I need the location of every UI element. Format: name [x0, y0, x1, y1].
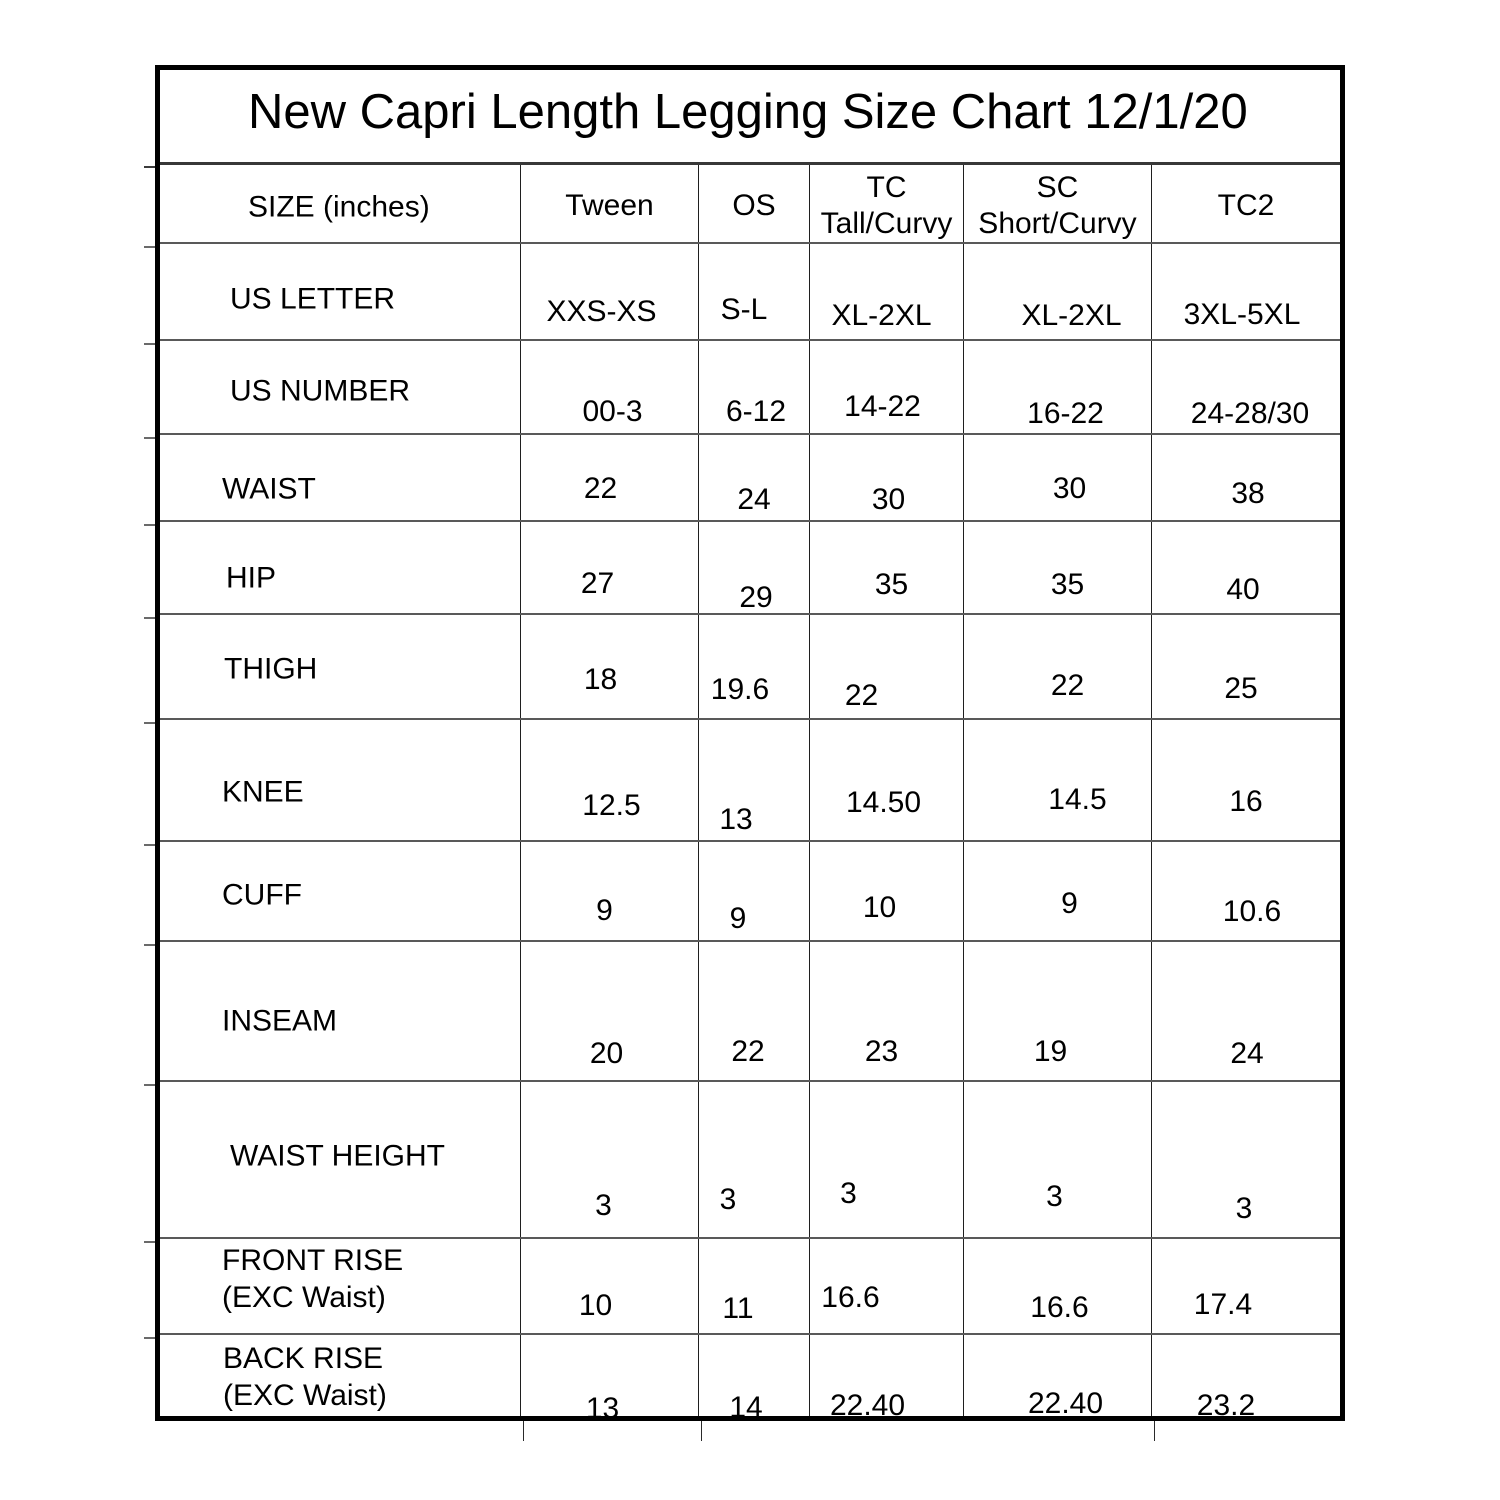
cell-knee-tween	[520, 720, 698, 840]
cell-waist-tween	[520, 435, 698, 520]
row-label-front-rise	[222, 1242, 403, 1316]
gridline-overshoot	[144, 437, 155, 439]
gridline-overshoot	[144, 343, 155, 345]
cell-front-rise-tc	[809, 1239, 963, 1333]
cell-value: 9	[1061, 886, 1078, 920]
cell-value: 13	[719, 802, 753, 836]
cell-back-rise-tc2	[1151, 1335, 1340, 1423]
cell-value: 10	[578, 1288, 613, 1322]
row-label-line1: FRONT RISE	[222, 1244, 404, 1278]
column-header-text	[821, 170, 953, 242]
cell-value: XXS-XS	[546, 295, 657, 329]
gridline-overshoot	[144, 617, 155, 619]
cell-value: 10	[862, 890, 897, 924]
table-row-waist	[160, 433, 1340, 520]
cell-us-letter-tween	[520, 244, 698, 339]
cell-value: 11	[722, 1291, 754, 1325]
cell-value: 3XL-5XL	[1183, 298, 1301, 332]
cell-front-rise-os	[698, 1239, 809, 1333]
cell-us-number-tween	[520, 341, 698, 433]
gridline-stub	[701, 1421, 702, 1441]
cell-us-letter-tc2	[1151, 244, 1340, 339]
table-row-front-rise	[160, 1237, 1340, 1333]
gridline-overshoot	[144, 524, 155, 526]
cell-value: 24	[737, 483, 771, 517]
row-label-cell-cuff	[160, 842, 520, 940]
row-label-inseam	[222, 1002, 337, 1039]
row-label-cell-front-rise	[160, 1239, 520, 1333]
cell-value: 16.6	[821, 1281, 880, 1315]
table-row-thigh	[160, 613, 1340, 718]
cell-value: 22.40	[1027, 1386, 1104, 1420]
row-label-cell-us-letter	[160, 244, 520, 339]
cell-front-rise-tc2	[1151, 1239, 1340, 1333]
row-label-line1: BACK RISE	[223, 1342, 384, 1376]
cell-knee-os	[698, 720, 809, 840]
cell-value: 22	[583, 472, 618, 506]
cell-thigh-tc	[809, 615, 963, 718]
cell-waist-sc	[963, 435, 1151, 520]
row-label-line1: KNEE	[222, 775, 304, 809]
column-header-line2: Short/Curvy	[978, 206, 1137, 240]
row-label-cell-knee	[160, 720, 520, 840]
cell-value: 30	[871, 483, 906, 517]
column-header-line2: Tall/Curvy	[820, 206, 953, 240]
cell-back-rise-os	[698, 1335, 809, 1424]
cell-cuff-tween	[520, 842, 698, 940]
column-header-text	[565, 188, 653, 224]
cell-us-letter-tc	[809, 244, 963, 339]
cell-thigh-sc	[963, 615, 1151, 718]
cell-cuff-sc	[963, 842, 1151, 940]
column-header-text	[978, 170, 1136, 242]
cell-value: 3	[1235, 1192, 1253, 1226]
table-row-us-letter	[160, 242, 1340, 339]
cell-waist-tc2	[1151, 435, 1340, 520]
cell-back-rise-tween	[520, 1335, 698, 1425]
column-header-line1: OS	[732, 188, 776, 222]
column-header-tween	[520, 165, 698, 242]
cell-waist-os	[698, 435, 809, 520]
gridline-overshoot	[144, 722, 155, 724]
cell-value: 3	[595, 1189, 612, 1222]
row-label-us-number	[230, 372, 410, 409]
cell-value: 6-12	[725, 394, 787, 428]
gridline-overshoot	[144, 166, 155, 168]
cell-front-rise-tween	[520, 1239, 698, 1333]
cell-waist-tc	[809, 435, 963, 520]
cell-value: 27	[580, 566, 615, 600]
row-label-thigh	[224, 650, 317, 687]
cell-value: 14.50	[845, 785, 922, 819]
column-header-line1: Tween	[565, 188, 654, 222]
cell-value: 24	[1230, 1036, 1264, 1070]
cell-us-letter-sc	[963, 244, 1151, 339]
row-label-cell-back-rise	[160, 1335, 520, 1416]
row-label-line1: US LETTER	[230, 282, 396, 316]
cell-value: 22.40	[829, 1389, 906, 1423]
cell-value: 18	[583, 662, 618, 696]
cell-value: 22	[731, 1035, 765, 1069]
table-row-back-rise	[160, 1333, 1340, 1425]
row-label-cell-hip	[160, 522, 520, 613]
row-label-back-rise	[223, 1340, 387, 1414]
column-header-tc2	[1151, 165, 1340, 242]
cell-us-number-tc	[809, 341, 963, 433]
gridline-overshoot	[144, 844, 155, 846]
cell-value: 10.6	[1222, 894, 1282, 928]
cell-knee-tc	[809, 720, 963, 840]
cell-inseam-tween	[520, 942, 698, 1080]
cell-value: 13	[585, 1391, 620, 1425]
cell-value: XL-2XL	[1021, 299, 1122, 333]
cell-knee-sc	[963, 720, 1151, 840]
cell-value: 16-22	[1027, 396, 1104, 430]
cell-thigh-tc2	[1151, 615, 1340, 718]
cell-hip-tween	[520, 522, 698, 613]
table-row-knee	[160, 718, 1340, 840]
size-chart-table	[155, 65, 1345, 1425]
cell-us-number-os	[698, 341, 809, 433]
cell-inseam-tc	[809, 942, 963, 1080]
cell-value: 20	[589, 1036, 624, 1070]
cell-us-number-sc	[963, 341, 1151, 433]
gridline-stub	[1154, 1421, 1155, 1441]
cell-value: 35	[874, 567, 909, 601]
cell-hip-tc	[809, 522, 963, 613]
table-row-hip	[160, 520, 1340, 613]
cell-waist-height-os	[698, 1082, 809, 1237]
header-row	[160, 162, 1340, 242]
row-label-us-letter	[230, 281, 395, 318]
row-label-cell-waist-height	[160, 1082, 520, 1237]
column-header-tc	[809, 165, 963, 242]
cell-value: 9	[596, 893, 613, 927]
cell-thigh-os	[698, 615, 809, 718]
column-header-sc	[963, 165, 1151, 242]
cell-value: 16	[1229, 784, 1263, 818]
table-row-cuff	[160, 840, 1340, 940]
cell-value: 23	[864, 1035, 899, 1069]
table-row-us-number	[160, 339, 1340, 433]
cell-value: 3	[719, 1182, 737, 1216]
cell-value: S-L	[720, 292, 768, 326]
gridline-overshoot	[144, 944, 155, 946]
gridline-overshoot	[144, 1337, 155, 1339]
cell-value: 38	[1231, 476, 1265, 510]
cell-cuff-tc	[809, 842, 963, 940]
cell-inseam-sc	[963, 942, 1151, 1080]
cell-cuff-tc2	[1151, 842, 1340, 940]
cell-value: 14-22	[844, 390, 921, 424]
row-label-line1: HIP	[226, 561, 277, 594]
cell-inseam-tc2	[1151, 942, 1340, 1080]
row-label-line1: WAIST	[222, 472, 316, 506]
header-cell-size	[160, 165, 520, 242]
row-label-cell-us-number	[160, 341, 520, 433]
row-label-waist	[222, 470, 316, 507]
cell-value: 19	[1033, 1035, 1068, 1069]
cell-value: 16.6	[1030, 1290, 1089, 1324]
row-label-line1: CUFF	[222, 878, 302, 912]
cell-value: 40	[1226, 573, 1260, 607]
cell-cuff-os	[698, 842, 809, 940]
cell-hip-sc	[963, 522, 1151, 613]
cell-value: 22	[1050, 669, 1085, 703]
row-label-cuff	[222, 876, 302, 913]
column-header-text	[1218, 188, 1275, 224]
chart-title: New Capri Length Legging Size Chart 12/1/20	[248, 85, 1248, 140]
cell-value: 00-3	[582, 394, 643, 428]
cell-us-number-tc2	[1151, 341, 1340, 433]
cell-waist-height-sc	[963, 1082, 1151, 1237]
cell-value: 35	[1050, 567, 1085, 601]
row-label-cell-thigh	[160, 615, 520, 718]
cell-knee-tc2	[1151, 720, 1340, 840]
cell-back-rise-sc	[963, 1335, 1151, 1420]
cell-value: 3	[840, 1176, 857, 1210]
row-label-line1: THIGH	[224, 652, 318, 686]
column-header-text	[732, 188, 775, 224]
row-label-line1: INSEAM	[222, 1004, 338, 1038]
row-label-line2: (EXC Waist)	[222, 1281, 386, 1315]
row-label-line1: US NUMBER	[230, 374, 411, 408]
gridline-stub	[523, 1421, 524, 1441]
gridline-overshoot	[144, 246, 155, 248]
cell-value: 3	[1046, 1179, 1063, 1213]
cell-value: 23.2	[1196, 1389, 1256, 1423]
cell-value: 12.5	[582, 789, 641, 823]
column-header-line1: SC	[1036, 170, 1079, 204]
column-header-os	[698, 165, 809, 242]
gridline-overshoot	[144, 1084, 155, 1086]
row-label-cell-inseam	[160, 942, 520, 1080]
cell-back-rise-tc	[809, 1335, 963, 1423]
cell-value: XL-2XL	[831, 299, 932, 333]
cell-front-rise-sc	[963, 1239, 1151, 1333]
row-label-line2: (EXC Waist)	[223, 1379, 387, 1413]
row-label-line1: WAIST HEIGHT	[230, 1139, 446, 1173]
cell-inseam-os	[698, 942, 809, 1080]
cell-thigh-tween	[520, 615, 698, 718]
column-header-line1: TC2	[1217, 188, 1275, 222]
cell-value: 14.5	[1048, 783, 1107, 817]
cell-value: 17.4	[1193, 1287, 1253, 1321]
cell-hip-os	[698, 522, 809, 613]
column-header-line1: TC	[866, 170, 907, 204]
gridline-overshoot	[144, 1241, 155, 1243]
size-units-label: SIZE (inches)	[248, 190, 430, 224]
cell-value: 22	[844, 679, 879, 713]
cell-value: 9	[729, 902, 747, 936]
cell-us-letter-os	[698, 244, 809, 339]
table-row-waist-height	[160, 1080, 1340, 1237]
cell-waist-height-tc2	[1151, 1082, 1340, 1237]
cell-value: 29	[739, 580, 773, 614]
row-label-knee	[222, 774, 304, 811]
cell-value: 14	[729, 1390, 763, 1424]
row-label-hip	[226, 559, 276, 596]
cell-hip-tc2	[1151, 522, 1340, 613]
cell-value: 19.6	[710, 673, 770, 707]
title-row	[160, 70, 1340, 162]
row-label-waist-height	[230, 1138, 445, 1175]
cell-value: 30	[1052, 471, 1087, 505]
cell-value: 25	[1224, 672, 1258, 706]
cell-waist-height-tc	[809, 1082, 963, 1237]
row-label-cell-waist	[160, 435, 520, 520]
cell-value: 24-28/30	[1190, 396, 1310, 430]
cell-waist-height-tween	[520, 1082, 698, 1237]
table-row-inseam	[160, 940, 1340, 1080]
